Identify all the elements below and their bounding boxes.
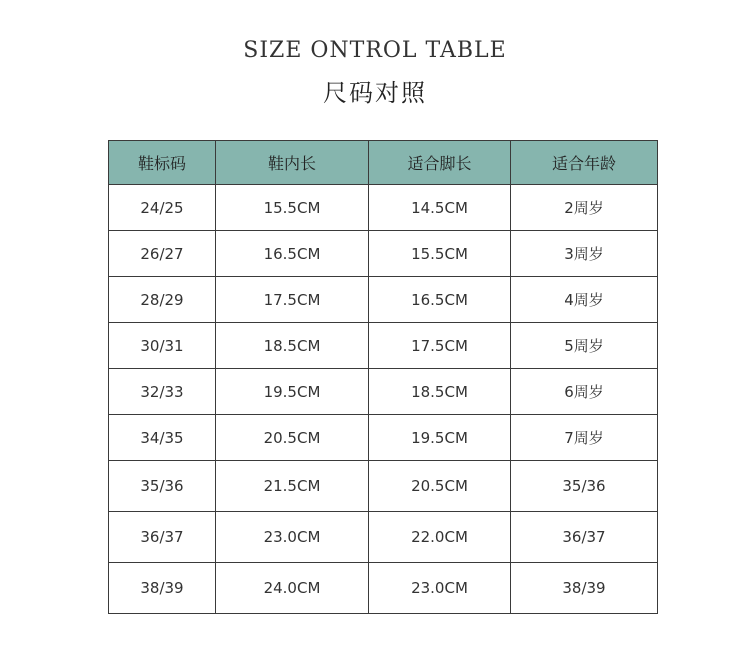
cell-foot-length: 15.5CM bbox=[369, 231, 511, 277]
table-row bbox=[109, 563, 658, 614]
table-row bbox=[109, 185, 658, 231]
table-row bbox=[109, 231, 658, 277]
table-row bbox=[109, 323, 658, 369]
header-age: 适合年龄 bbox=[511, 141, 658, 185]
cell-inner-length: 20.5CM bbox=[216, 415, 369, 461]
cell-foot-length: 22.0CM bbox=[369, 512, 511, 563]
cell-inner-length: 17.5CM bbox=[216, 277, 369, 323]
cell-inner-length: 21.5CM bbox=[216, 461, 369, 512]
cell-foot-length: 14.5CM bbox=[369, 185, 511, 231]
header-foot-length: 适合脚长 bbox=[369, 141, 511, 185]
table-header-row bbox=[109, 141, 658, 185]
cell-inner-length: 15.5CM bbox=[216, 185, 369, 231]
header-inner-length: 鞋内长 bbox=[216, 141, 369, 185]
cell-shoe-size: 34/35 bbox=[109, 415, 216, 461]
header-shoe-size: 鞋标码 bbox=[109, 141, 216, 185]
cell-inner-length: 19.5CM bbox=[216, 369, 369, 415]
cell-inner-length: 16.5CM bbox=[216, 231, 369, 277]
cell-age: 4周岁 bbox=[511, 277, 658, 323]
cell-age: 35/36 bbox=[511, 461, 658, 512]
cell-shoe-size: 35/36 bbox=[109, 461, 216, 512]
table-row bbox=[109, 369, 658, 415]
table-row bbox=[109, 512, 658, 563]
table-row bbox=[109, 277, 658, 323]
table-row bbox=[109, 461, 658, 512]
cell-foot-length: 19.5CM bbox=[369, 415, 511, 461]
cell-age: 3周岁 bbox=[511, 231, 658, 277]
cell-inner-length: 24.0CM bbox=[216, 563, 369, 614]
cell-age: 38/39 bbox=[511, 563, 658, 614]
cell-shoe-size: 26/27 bbox=[109, 231, 216, 277]
cell-age: 5周岁 bbox=[511, 323, 658, 369]
cell-inner-length: 23.0CM bbox=[216, 512, 369, 563]
title-chinese: 尺码对照 bbox=[323, 79, 427, 107]
cell-foot-length: 18.5CM bbox=[369, 369, 511, 415]
cell-age: 2周岁 bbox=[511, 185, 658, 231]
cell-shoe-size: 28/29 bbox=[109, 277, 216, 323]
cell-foot-length: 23.0CM bbox=[369, 563, 511, 614]
cell-age: 36/37 bbox=[511, 512, 658, 563]
cell-shoe-size: 32/33 bbox=[109, 369, 216, 415]
cell-age: 6周岁 bbox=[511, 369, 658, 415]
cell-shoe-size: 24/25 bbox=[109, 185, 216, 231]
cell-age: 7周岁 bbox=[511, 415, 658, 461]
table-row bbox=[109, 415, 658, 461]
cell-shoe-size: 36/37 bbox=[109, 512, 216, 563]
cell-shoe-size: 30/31 bbox=[109, 323, 216, 369]
cell-foot-length: 20.5CM bbox=[369, 461, 511, 512]
size-table bbox=[108, 140, 658, 614]
cell-foot-length: 16.5CM bbox=[369, 277, 511, 323]
cell-inner-length: 18.5CM bbox=[216, 323, 369, 369]
title-english: SIZE ONTROL TABLE bbox=[243, 38, 507, 63]
cell-foot-length: 17.5CM bbox=[369, 323, 511, 369]
cell-shoe-size: 38/39 bbox=[109, 563, 216, 614]
